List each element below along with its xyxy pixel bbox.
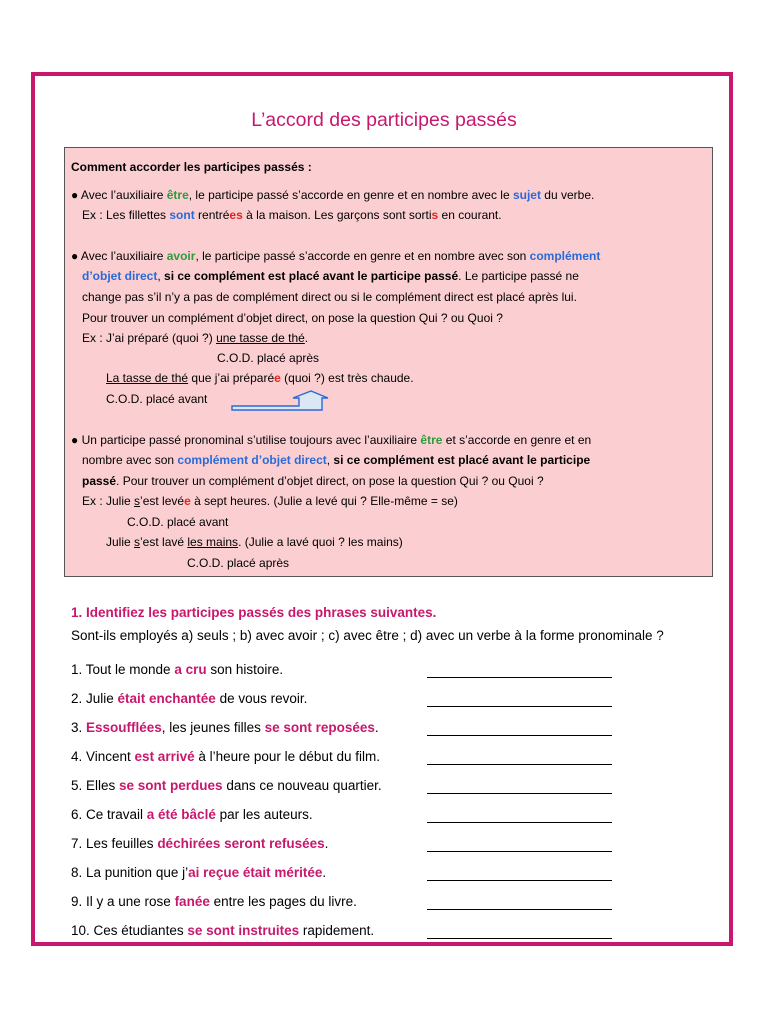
example-text: à la maison. Les garçons sont sorti (242, 208, 432, 222)
participle-highlight: déchirées seront refusées (157, 836, 325, 851)
participle-highlight: est arrivé (134, 749, 195, 764)
exercise-item (71, 661, 283, 679)
rule-text: . Le participe passé ne (458, 269, 579, 283)
answer-line[interactable] (427, 764, 612, 765)
rule-emphasis: passé (82, 474, 117, 488)
rule-pronominal-line-2 (82, 452, 590, 468)
sentence-text: dans ce nouveau quartier. (222, 778, 382, 793)
keyword-avoir: avoir (166, 249, 196, 263)
exercise-item (71, 690, 307, 708)
rule-avoir-line-2 (82, 268, 579, 284)
cod-before-label: C.O.D. placé avant (127, 515, 229, 529)
example-pronominal-line-2 (106, 534, 403, 550)
rule-text: ● Avec l’auxiliaire (71, 188, 167, 202)
cod-after-label: C.O.D. placé après (217, 351, 320, 365)
sentence-text: . (374, 720, 379, 735)
cod-before-label: C.O.D. placé avant (106, 392, 208, 406)
exercise-item (71, 748, 380, 766)
answer-line[interactable] (427, 851, 612, 852)
keyword-objet-direct: d’objet direct (82, 269, 158, 283)
sentence-text: son histoire. (206, 662, 284, 677)
answer-line[interactable] (427, 938, 612, 939)
sentence-text: 1. Tout le monde (71, 662, 175, 677)
sentence-text: entre les pages du livre. (209, 894, 357, 909)
rule-etre-line (71, 187, 594, 203)
exercise-instructions: Sont-ils employés a) seuls ; b) avec avoir ; c) avec être ; d) avec un verbe à la forme pronominale ? (71, 628, 664, 643)
cod-underlined: La tasse de thé (106, 371, 189, 385)
cod-after-label: C.O.D. placé après (187, 556, 290, 570)
rule-emphasis: si ce complément est placé avant le participe passé (164, 269, 459, 283)
exercise-item (71, 806, 313, 824)
exercise-item (71, 719, 379, 737)
participle-highlight: ai reçue était méritée (188, 865, 323, 880)
participle-highlight: se sont perdues (119, 778, 223, 793)
sentence-text: de vous revoir. (215, 691, 308, 706)
rule-text: , (326, 453, 334, 467)
answer-line[interactable] (427, 677, 612, 678)
example-avoir-line-2 (106, 370, 414, 386)
example-text: (quoi ?) est très chaude. (280, 371, 414, 385)
sentence-text: par les auteurs. (215, 807, 313, 822)
example-text: ’est lavé (140, 535, 188, 549)
example-text: ’est levé (140, 494, 185, 508)
answer-line[interactable] (427, 793, 612, 794)
answer-line[interactable] (427, 880, 612, 881)
sentence-text: . (322, 865, 327, 880)
page-title: L’accord des participes passés (251, 109, 517, 131)
agreement-ending: e (184, 494, 191, 508)
exercise-item (71, 835, 328, 853)
example-text: . (304, 331, 309, 345)
cod-underlined: les mains (187, 535, 239, 549)
example-text: Ex : Julie (82, 494, 135, 508)
rule-text: , (157, 269, 165, 283)
rule-pronominal-line-1 (71, 432, 591, 448)
keyword-complement: complément (529, 249, 601, 263)
rules-heading: Comment accorder les participes passés : (71, 160, 312, 174)
exercise-item (71, 922, 374, 940)
rule-avoir-line-1 (71, 248, 600, 264)
exercise-item (71, 893, 357, 911)
keyword-etre: être (166, 188, 189, 202)
cod-underlined: s (134, 494, 141, 508)
example-text: Julie (106, 535, 135, 549)
rule-emphasis: si ce complément est placé avant le participe (333, 453, 591, 467)
rule-pronominal-line-3 (82, 473, 544, 489)
sentence-text: 2. Julie (71, 691, 118, 706)
rule-text: ● Avec l’auxiliaire (71, 249, 167, 263)
participle-highlight: Essoufflées (86, 720, 162, 735)
cod-underlined: s (134, 535, 141, 549)
example-text: . (Julie a lavé quoi ? les mains) (238, 535, 403, 549)
rule-text: ● Un participe passé pronominal s’utilise toujours avec l’auxiliaire (71, 433, 421, 447)
keyword-sont: sont (169, 208, 195, 222)
sentence-text: 6. Ce travail (71, 807, 147, 822)
cod-underlined: une tasse de thé (216, 331, 305, 345)
keyword-etre: être (420, 433, 443, 447)
example-text: Ex : J’ai préparé (quoi ?) (82, 331, 217, 345)
keyword-sujet: sujet (512, 188, 541, 202)
participle-highlight: fanée (174, 894, 210, 909)
example-avoir-line (82, 330, 308, 346)
sentence-text: 10. Ces étudiantes (71, 923, 188, 938)
rule-text: nombre avec son (82, 453, 178, 467)
answer-line[interactable] (427, 735, 612, 736)
rule-avoir-line-4: Pour trouver un complément d’objet direct, on pose la question Qui ? ou Quoi ? (82, 311, 503, 325)
rule-text: , le participe passé s’accorde en genre et en nombre avec le (188, 188, 513, 202)
participle-highlight: était enchantée (117, 691, 216, 706)
sentence-text: rapidement. (299, 923, 375, 938)
example-pronominal-line (82, 493, 458, 509)
sentence-text: 9. Il y a une rose (71, 894, 175, 909)
answer-line[interactable] (427, 706, 612, 707)
sentence-text: 5. Elles (71, 778, 120, 793)
participle-highlight: se sont reposées (264, 720, 375, 735)
example-text: à sept heures. (Julie a levé qui ? Elle-même = se) (190, 494, 458, 508)
example-text: rentré (194, 208, 230, 222)
sentence-text: 7. Les feuilles (71, 836, 158, 851)
example-etre-line (82, 207, 502, 223)
rule-text: . Pour trouver un complément d’objet direct, on pose la question Qui ? ou Quoi ? (116, 474, 544, 488)
example-text: que j’ai préparé (188, 371, 275, 385)
arrow-up-icon (231, 390, 329, 412)
rule-avoir-line-3: change pas s’il n’y a pas de complément direct ou si le complément direct est placé après lui. (82, 290, 577, 304)
agreement-ending: es (229, 208, 243, 222)
answer-line[interactable] (427, 822, 612, 823)
sentence-text: 3. (71, 720, 87, 735)
exercise-item (71, 864, 326, 882)
sentence-text: . (324, 836, 329, 851)
rule-text: du verbe. (540, 188, 595, 202)
answer-line[interactable] (427, 909, 612, 910)
example-text: en courant. (438, 208, 502, 222)
participle-highlight: a cru (174, 662, 207, 677)
sentence-text: 4. Vincent (71, 749, 135, 764)
participle-highlight: se sont instruites (187, 923, 300, 938)
participle-highlight: a été bâclé (146, 807, 216, 822)
keyword-cod: complément d’objet direct (177, 453, 327, 467)
rule-text: , le participe passé s’accorde en genre et en nombre avec son (195, 249, 530, 263)
sentence-text: 8. La punition que j’ (71, 865, 189, 880)
exercise-item (71, 777, 382, 795)
agreement-ending: e (274, 371, 281, 385)
agreement-ending: s (431, 208, 439, 222)
rule-text: et s’accorde en genre et en (442, 433, 592, 447)
sentence-text: à l’heure pour le début du film. (194, 749, 380, 764)
exercise-title: 1. Identifiez les participes passés des phrases suivantes. (71, 605, 437, 620)
example-text: Ex : Les fillettes (82, 208, 170, 222)
sentence-text: , les jeunes filles (161, 720, 265, 735)
